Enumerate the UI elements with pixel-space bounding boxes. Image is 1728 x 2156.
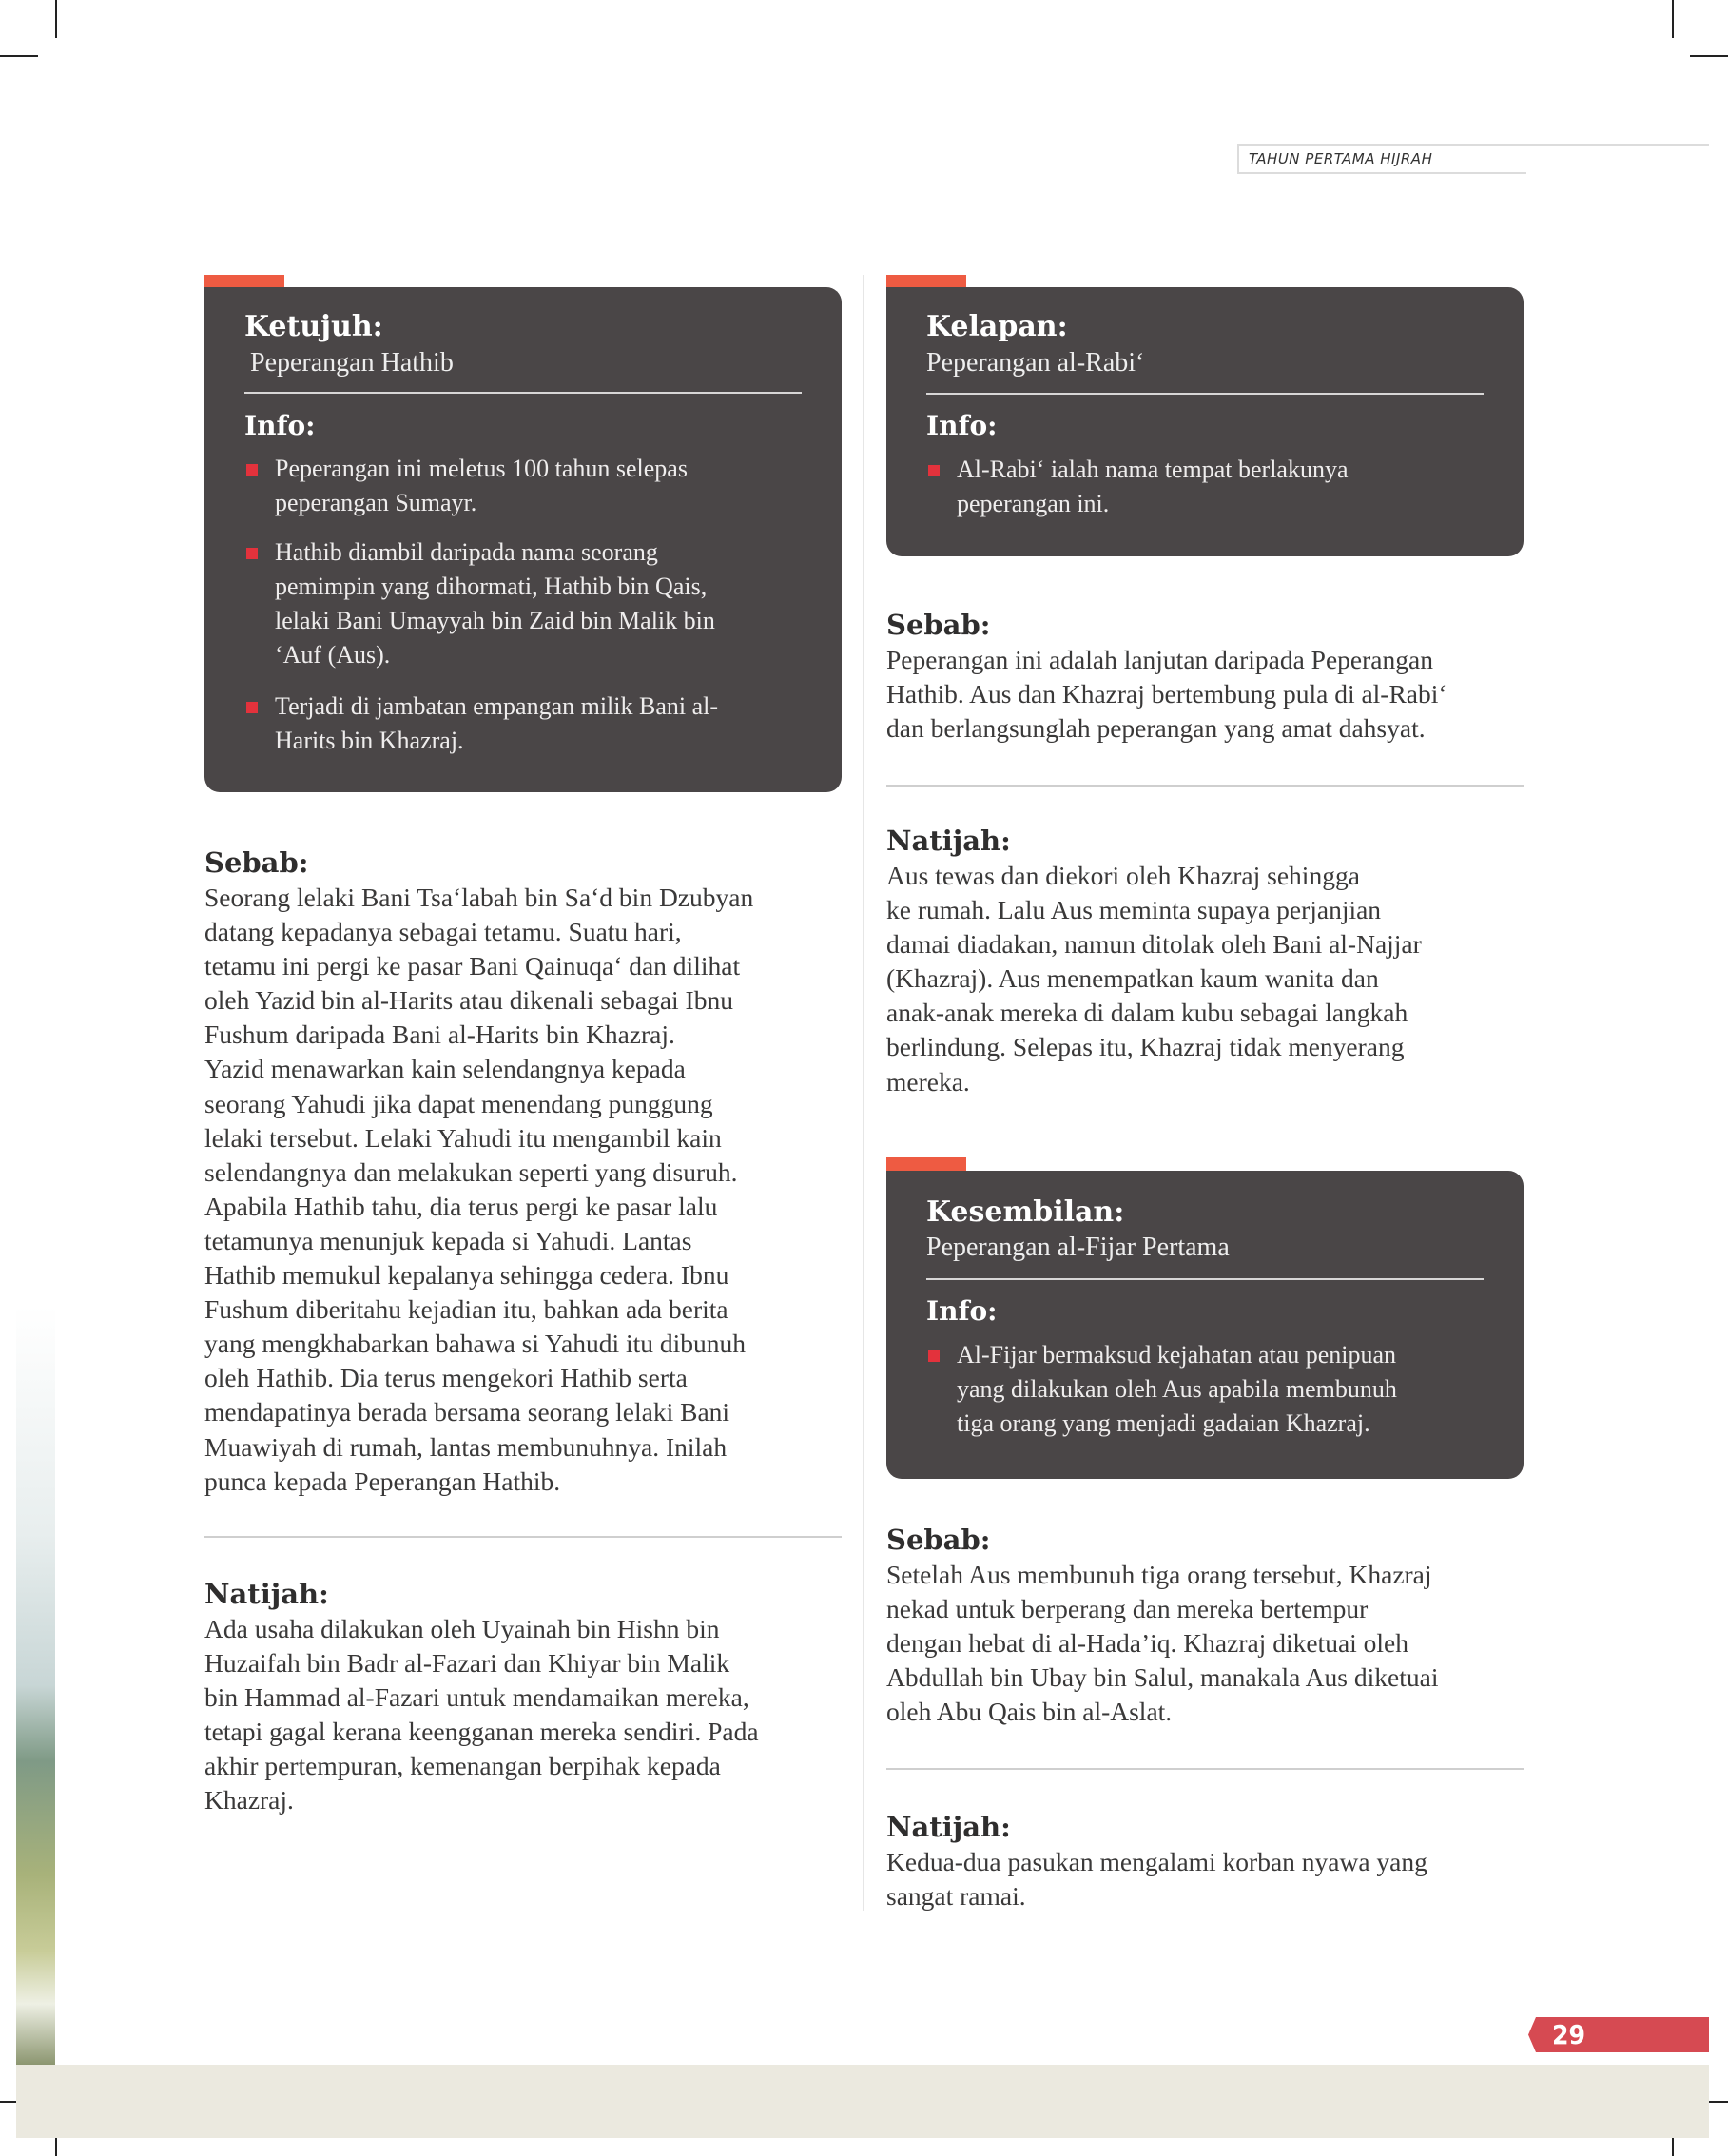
- box-subtitle: Peperangan al-Fijar Pertama: [926, 1233, 1230, 1262]
- text-line: sangat ramai.: [886, 1881, 1026, 1912]
- accent-tab: [886, 1157, 966, 1171]
- landscape-illustration-strip: [16, 1306, 55, 2065]
- section-divider: [886, 785, 1524, 787]
- info-label: Info:: [926, 1295, 998, 1327]
- text-line: Khazraj.: [204, 1785, 294, 1816]
- info-bullet: [244, 452, 813, 520]
- text-lines: [275, 690, 813, 758]
- column-divider: [863, 275, 864, 1911]
- text-line: Huzaifah bin Badr al-Fazari dan Khiyar bin Malik: [204, 1648, 730, 1679]
- text-line: Peperangan ini meletus 100 tahun selepas: [275, 455, 688, 482]
- text-line: Hathib diambil daripada nama seorang: [275, 538, 658, 566]
- text-line: lelaki Bani Umayyah bin Zaid bin Malik bin: [275, 607, 715, 634]
- header-rule: [1237, 144, 1709, 146]
- text-line: Fushum diberitahu kejadian itu, bahkan ada berita: [204, 1294, 728, 1325]
- box-subtitle: Peperangan Hathib: [250, 348, 454, 378]
- text-line: Al-Fijar bermaksud kejahatan atau penipuan: [957, 1341, 1397, 1369]
- info-bullet: [926, 1338, 1495, 1441]
- text-line: tetamu ini pergi ke pasar Bani Qainuqa‘ dan dilihat: [204, 951, 741, 981]
- natijah-section: [886, 823, 1533, 1099]
- text-line: peperangan ini.: [957, 490, 1110, 517]
- accent-tab: [886, 275, 966, 288]
- info-label: Info:: [244, 410, 316, 441]
- text-line: Abdullah bin Ubay bin Salul, manakala Aus diketuai: [886, 1662, 1439, 1693]
- crop-mark: [0, 55, 38, 57]
- text-lines: [886, 1558, 1533, 1729]
- sebab-section: [204, 845, 851, 1499]
- crop-mark: [1672, 0, 1674, 38]
- info-bullet: [244, 690, 813, 758]
- text-lines: [275, 452, 813, 520]
- text-line: peperangan Sumayr.: [275, 489, 477, 516]
- box-subtitle: Peperangan al-Rabi‘: [926, 348, 1145, 378]
- bullet-square-icon: [246, 702, 258, 713]
- text-line: yang mengkhabarkan bahawa si Yahudi itu dibunuh: [204, 1329, 747, 1359]
- box-divider: [926, 1278, 1484, 1280]
- text-lines: [886, 643, 1533, 746]
- info-bullet: [244, 535, 813, 672]
- text-line: Seorang lelaki Bani Tsa‘labah bin Sa‘d bin Dzubyan: [204, 883, 754, 912]
- running-title: TAHUN PERTAMA HIJRAH: [1249, 150, 1433, 167]
- sebab-section: [886, 1522, 1533, 1729]
- text-line: Fushum daripada Bani al-Harits bin Khazraj.: [204, 1020, 675, 1050]
- text-line: ‘Auf (Aus).: [275, 641, 391, 669]
- section-heading: Sebab:: [886, 609, 991, 641]
- text-line: Peperangan ini adalah lanjutan daripada Peperangan: [886, 645, 1433, 674]
- bullet-square-icon: [928, 465, 940, 476]
- text-line: Terjadi di jambatan empangan milik Bani al-: [275, 692, 719, 720]
- text-line: anak-anak mereka di dalam kubu sebagai langkah: [886, 998, 1408, 1028]
- text-lines: [886, 1845, 1533, 1913]
- box-divider: [244, 392, 802, 394]
- text-line: Hathib. Aus dan Khazraj bertembung pula di al-Rabi‘: [886, 679, 1447, 709]
- bullet-square-icon: [246, 464, 258, 476]
- info-box-kelapan: [886, 287, 1524, 556]
- text-line: Yazid menawarkan kain selendangnya kepada: [204, 1054, 686, 1084]
- natijah-section: [886, 1809, 1533, 1913]
- bullet-square-icon: [928, 1350, 940, 1362]
- box-title: Kesembilan:: [926, 1195, 1125, 1229]
- text-line: yang dilakukan oleh Aus apabila membunuh: [957, 1375, 1397, 1403]
- text-lines: [957, 453, 1495, 521]
- text-line: nekad untuk berperang dan mereka bertempur: [886, 1594, 1369, 1624]
- header-rule: [1237, 172, 1526, 174]
- text-line: bin Hammad al-Fazari untuk mendamaikan mereka,: [204, 1682, 749, 1713]
- text-line: seorang Yahudi jika dapat menendang punggung: [204, 1088, 713, 1118]
- text-line: pemimpin yang dihormati, Hathib bin Qais,: [275, 573, 708, 600]
- box-title: Ketujuh:: [244, 310, 383, 343]
- text-line: mereka.: [886, 1066, 970, 1097]
- text-lines: [204, 1612, 851, 1818]
- info-box-kesembilan: [886, 1171, 1524, 1479]
- header-rule: [1237, 144, 1239, 173]
- section-heading: Natijah:: [204, 1578, 329, 1610]
- text-line: ke rumah. Lalu Aus meminta supaya perjanjian: [886, 895, 1382, 925]
- info-label: Info:: [926, 410, 998, 441]
- section-heading: Natijah:: [886, 1811, 1011, 1843]
- text-line: lelaki tersebut. Lelaki Yahudi itu mengambil kain: [204, 1122, 722, 1153]
- text-line: berlindung. Selepas itu, Khazraj tidak menyerang: [886, 1032, 1405, 1062]
- text-line: tetapi gagal kerana keengganan mereka sendiri. Pada: [204, 1717, 759, 1747]
- bullet-square-icon: [246, 548, 258, 559]
- text-line: selendangnya dan melakukan seperti yang disuruh.: [204, 1156, 738, 1187]
- sebab-section: [886, 607, 1533, 746]
- text-line: Kedua-dua pasukan mengalami korban nyawa yang: [886, 1847, 1427, 1876]
- text-line: damai diadakan, namun ditolak oleh Bani al-Najjar: [886, 929, 1422, 960]
- natijah-section: [204, 1576, 851, 1818]
- text-line: dengan hebat di al-Hada’iq. Khazraj diketuai oleh: [886, 1628, 1409, 1659]
- section-heading: Sebab:: [204, 846, 309, 879]
- text-line: Muawiyah di rumah, lantas membunuhnya. Inilah: [204, 1431, 728, 1462]
- text-line: Apabila Hathib tahu, dia terus pergi ke pasar lalu: [204, 1191, 718, 1221]
- text-line: Harits bin Khazraj.: [275, 727, 464, 754]
- text-lines: [957, 1338, 1495, 1441]
- text-line: (Khazraj). Aus menempatkan kaum wanita dan: [886, 963, 1379, 994]
- text-line: dan berlangsunglah peperangan yang amat dahsyat.: [886, 713, 1426, 744]
- text-line: akhir pertempuran, kemenangan berpihak kepada: [204, 1751, 721, 1781]
- text-line: tiga orang yang menjadi gadaian Khazraj.: [957, 1409, 1370, 1437]
- text-line: Setelah Aus membunuh tiga orang tersebut, Khazraj: [886, 1560, 1432, 1589]
- info-bullet: [926, 453, 1495, 521]
- text-line: Aus tewas dan diekori oleh Khazraj sehingga: [886, 861, 1360, 890]
- box-title: Kelapan:: [926, 310, 1068, 343]
- section-divider: [886, 1768, 1524, 1770]
- text-line: mendapatinya berada bersama seorang lelaki Bani: [204, 1397, 730, 1428]
- section-heading: Sebab:: [886, 1524, 991, 1556]
- box-divider: [926, 393, 1484, 395]
- info-box-ketujuh: [204, 287, 842, 792]
- page-number: 29: [1552, 2019, 1586, 2050]
- text-line: oleh Abu Qais bin al-Aslat.: [886, 1697, 1173, 1727]
- footer-band: [16, 2065, 1709, 2138]
- section-divider: [204, 1536, 842, 1538]
- accent-tab: [204, 275, 284, 288]
- text-lines: [886, 859, 1533, 1099]
- text-line: Hathib memukul kepalanya sehingga cedera. Ibnu: [204, 1260, 729, 1291]
- text-line: tetamunya menunjuk kepada si Yahudi. Lantas: [204, 1225, 692, 1255]
- text-line: Al-Rabi‘ ialah nama tempat berlakunya: [957, 456, 1349, 483]
- text-line: punca kepada Peperangan Hathib.: [204, 1466, 561, 1496]
- section-heading: Natijah:: [886, 825, 1011, 857]
- text-lines: [275, 535, 813, 672]
- text-line: oleh Hathib. Dia terus mengekori Hathib serta: [204, 1363, 688, 1393]
- crop-mark: [1690, 55, 1728, 57]
- text-lines: [204, 881, 851, 1499]
- text-line: Ada usaha dilakukan oleh Uyainah bin Hishn bin: [204, 1614, 720, 1643]
- text-line: oleh Yazid bin al-Harits atau dikenali sebagai Ibnu: [204, 985, 733, 1016]
- text-line: datang kepadanya sebagai tetamu. Suatu hari,: [204, 917, 682, 947]
- crop-mark: [55, 0, 57, 38]
